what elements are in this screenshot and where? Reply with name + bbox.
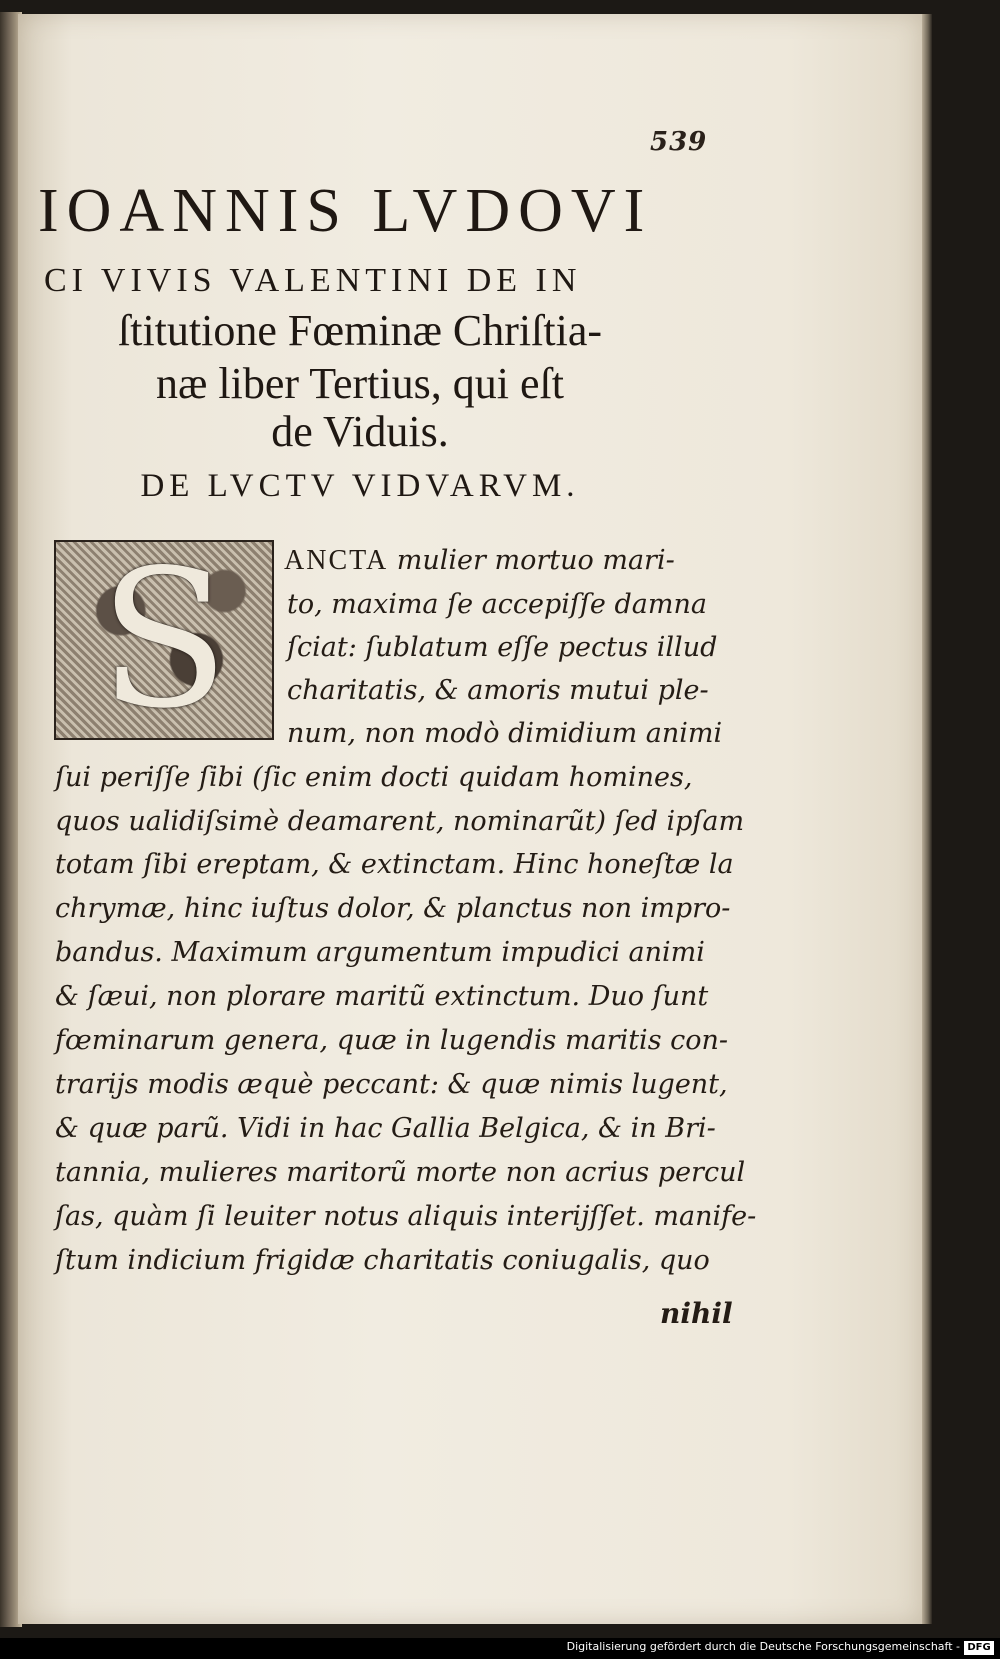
catchword: nihil xyxy=(660,1297,733,1330)
title-line-4: næ liber Tertius, qui eſt xyxy=(156,359,564,408)
title-line-5: de Viduis. xyxy=(271,407,449,456)
body-line-4: charitatis, & amoris mutui ple- xyxy=(287,675,709,706)
body-line-16: ſas, quàm ſi leuiter notus aliquis interijſſet. manife- xyxy=(55,1201,757,1232)
body-line-9: chrymæ, hinc iuſtus dolor, & planctus non impro- xyxy=(55,893,731,924)
page-number: 539 xyxy=(650,127,708,157)
body-line-15: tannia, mulieres maritorũ morte non acrius percul xyxy=(55,1157,746,1188)
body-line-11: & ſæui, non plorare maritũ extinctum. Duo ſunt xyxy=(55,981,709,1012)
page-edge xyxy=(922,14,932,1624)
body-line-2: to, maxima ſe accepiſſe damna xyxy=(287,589,707,620)
body-line-3: ſciat: ſublatum eſſe pectus illud xyxy=(287,632,718,663)
body-line-6: ſui periſſe ſibi (ſic enim docti quidam homines, xyxy=(55,762,693,793)
title-line-2: CI VIVIS VALENTINI DE IN xyxy=(44,262,582,299)
body-line-1 xyxy=(284,545,675,577)
first-word: ANCTA xyxy=(284,545,389,576)
body-line-13: trarijs modis æquè peccant: & quæ nimis lugent, xyxy=(55,1069,728,1100)
body-line-5: num, non modò dimidium animi xyxy=(287,718,723,749)
body-line-10: bandus. Maximum argumentum impudici animi xyxy=(55,937,705,968)
title-line-1: IOANNIS LVDOVI xyxy=(38,177,653,245)
decorated-initial xyxy=(54,529,274,750)
dfg-logo-icon: DFG xyxy=(964,1641,994,1655)
body-line-14: & quæ parũ. Vidi in hac Gallia Belgica, & in Bri- xyxy=(55,1113,716,1144)
body-line-17: ſtum indicium frigidæ charitatis coniugalis, quo xyxy=(55,1245,710,1276)
body-line-7: quos ualidiſsimè deamarent, nominarũt) ſed ipſam xyxy=(55,806,745,837)
title-line-3: ſtitutione Fœminæ Chriſtia- xyxy=(118,306,602,355)
body-line-8: totam ſibi ereptam, & extinctam. Hinc honeſtæ la xyxy=(55,849,734,880)
footer-credit: Digitalisierung gefördert durch die Deutsche Forschungsgemeinschaft - xyxy=(566,1640,960,1653)
body-line-12: fœminarum genera, quæ in lugendis maritis con- xyxy=(55,1025,729,1056)
initial-letter: S xyxy=(98,529,230,750)
body-line-1-text: mulier mortuo mari- xyxy=(388,545,675,576)
section-heading: DE LVCTV VIDVARVM. xyxy=(140,468,580,504)
